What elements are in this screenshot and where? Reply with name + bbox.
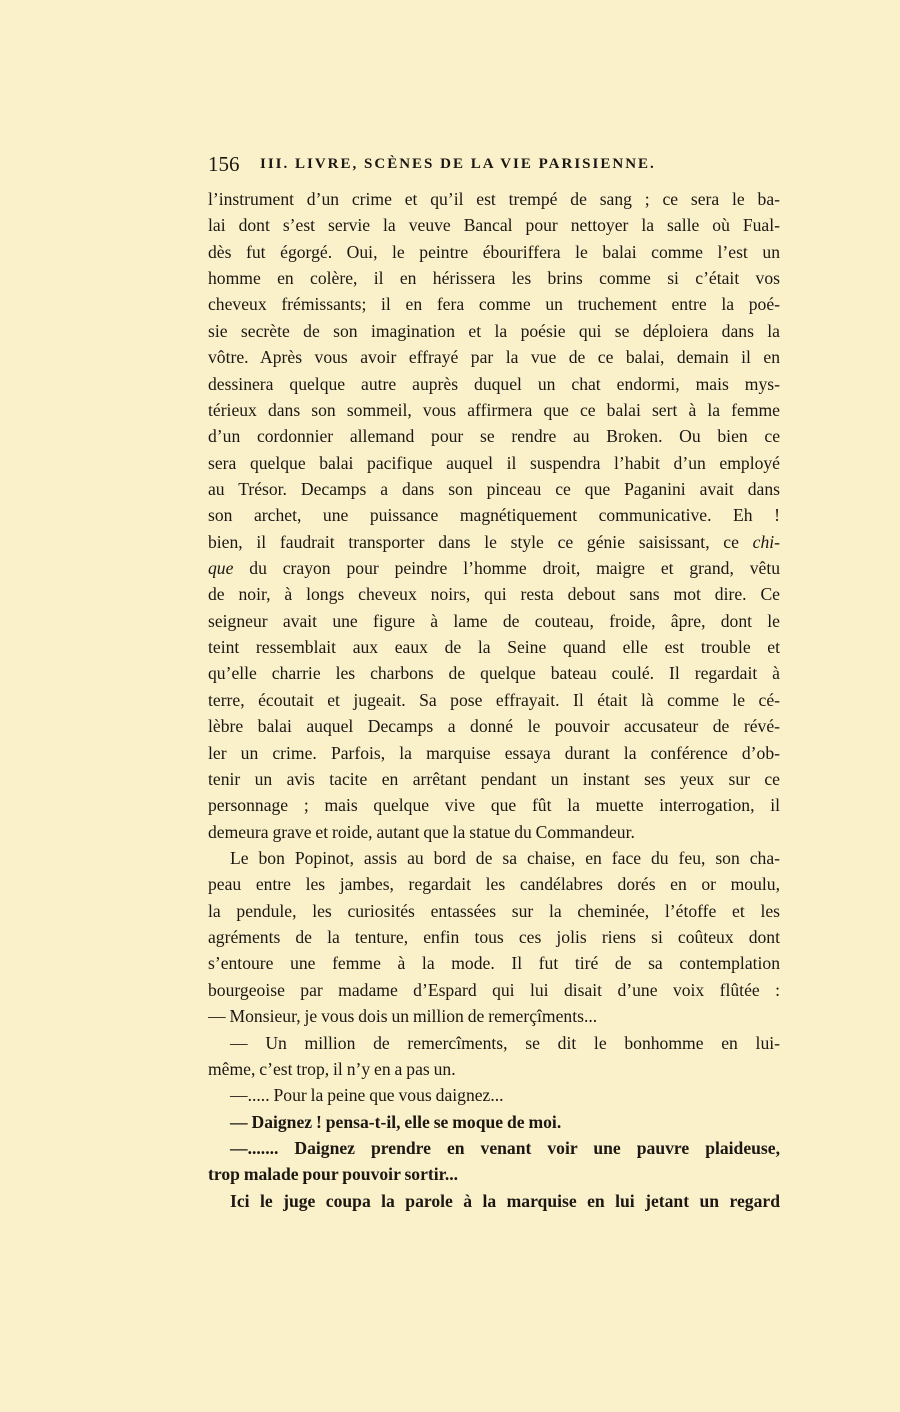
text-line [208,344,780,370]
text-segment: tenir un avis tacite en arrêtant pendant un instant ses yeux sur ce [208,768,780,789]
text-segment: lèbre balai auquel Decamps a donné le pouvoir accusateur de révé- [208,716,780,737]
text-line [208,1056,780,1082]
text-line [208,1030,780,1056]
text-segment: personnage ; mais quelque vive que fût la muette interrogation, il [208,795,780,816]
text-segment: s’entoure une femme à la mode. Il fut tiré de sa contemplation [208,953,780,974]
text-segment: bien, il faudrait transporter dans le style ce génie saisissant, ce [208,531,753,552]
text-segment: homme en colère, il en hérissera les brins comme si c’était vos [208,268,780,289]
text-line [208,397,780,423]
text-line [208,186,780,212]
italic-text: chi- [752,531,780,552]
text-line [208,291,780,317]
text-line [208,555,780,581]
text-line [208,1161,780,1187]
text-line [208,634,780,660]
text-segment: trop malade pour pouvoir sortir... [208,1164,459,1185]
text-line [208,660,780,686]
text-segment: de noir, à longs cheveux noirs, qui resta debout sans mot dire. Ce [208,584,780,605]
text-line [208,1188,780,1214]
text-segment: qu’elle charrie les charbons de quelque bateau coulé. Il regardait à [208,663,780,684]
text-segment: terre, écoutait et jugeait. Sa pose effrayait. Il était là comme le cé- [208,689,780,710]
text-segment: —....... Daignez prendre en venant voir une pauvre plaideuse, [230,1137,780,1158]
text-segment: seigneur avait une figure à lame de couteau, froide, âpre, dont le [208,610,780,631]
text-line [208,265,780,291]
text-segment: son archet, une puissance magnétiquement communicative. Eh ! [208,505,780,526]
text-line [208,713,780,739]
text-segment: du crayon pour peindre l’homme droit, maigre et grand, vêtu [233,558,780,579]
text-line [208,608,780,634]
text-segment: lai dont s’est servie la veuve Bancal pour nettoyer la salle où Fual- [208,215,780,236]
text-line [208,898,780,924]
text-line [208,529,780,555]
text-line [208,476,780,502]
text-line [208,1082,780,1108]
text-segment: même, c’est trop, il n’y en a pas un. [208,1058,456,1079]
text-segment: — Monsieur, je vous dois un million de remerçîments... [208,1006,598,1027]
text-line [208,766,780,792]
text-line [208,1135,780,1161]
text-line [208,924,780,950]
text-segment: dessinera quelque autre auprès duquel un chat endormi, mais mys- [208,373,780,394]
text-line [208,740,780,766]
running-header [208,152,780,180]
text-segment: d’un cordonnier allemand pour se rendre au Broken. Ou bien ce [208,426,780,447]
text-segment: peau entre les jambes, regardait les candélabres dorés en or moulu, [208,874,780,895]
text-segment: au Trésor. Decamps a dans son pinceau ce que Paganini avait dans [208,478,780,499]
text-segment: sera quelque balai pacifique auquel il suspendra l’habit d’un employé [208,452,780,473]
text-line [208,977,780,1003]
text-line [208,502,780,528]
text-segment: — Un million de remercîments, se dit le bonhomme en lui- [230,1032,780,1053]
text-segment: dès fut égorgé. Oui, le peintre ébouriffera le balai comme l’est un [208,241,780,262]
text-segment: ler un crime. Parfois, la marquise essaya durant la conférence d’ob- [208,742,780,763]
text-segment: —..... Pour la peine que vous daignez... [230,1085,504,1106]
text-line [208,581,780,607]
page-number: 156 [208,152,240,176]
running-title: III. LIVRE, SCÈNES DE LA VIE PARISIENNE. [260,156,656,172]
text-line [208,450,780,476]
text-segment: vôtre. Après vous avoir effrayé par la vue de ce balai, demain il en [208,347,780,368]
text-line [208,845,780,871]
text-segment: cheveux frémissants; il en fera comme un truchement entre la poé- [208,294,780,315]
text-segment: — Daignez ! pensa-t-il, elle se moque de moi. [230,1111,562,1132]
text-segment: l’instrument d’un crime et qu’il est trempé de sang ; ce sera le ba- [208,189,780,209]
text-line [208,239,780,265]
text-line [208,371,780,397]
page-body-text [208,186,780,1214]
text-line [208,1003,780,1029]
italic-text: que [208,558,234,579]
text-segment: agréments de la tenture, enfin tous ces jolis riens si coûteux dont [208,927,780,948]
text-segment: Ici le juge coupa la parole à la marquise en lui jetant un regard [230,1190,780,1211]
text-segment: la pendule, les curiosités entassées sur la cheminée, l’étoffe et les [208,900,780,921]
text-line [208,819,780,845]
text-line [208,871,780,897]
text-line [208,950,780,976]
text-line [208,212,780,238]
text-line [208,423,780,449]
text-line [208,1109,780,1135]
text-segment: bourgeoise par madame d’Espard qui lui disait d’une voix flûtée : [208,979,780,1000]
text-segment: sie secrète de son imagination et la poésie qui se déploiera dans la [208,320,780,341]
text-segment: Le bon Popinot, assis au bord de sa chaise, en face du feu, son cha- [230,847,780,868]
text-segment: teint ressemblait aux eaux de la Seine quand elle est trouble et [208,637,780,658]
text-segment: térieux dans son sommeil, vous affirmera que ce balai sert à la femme [208,399,780,420]
text-line [208,687,780,713]
text-line [208,792,780,818]
text-line [208,318,780,344]
text-segment: demeura grave et roide, autant que la statue du Commandeur. [208,821,635,842]
